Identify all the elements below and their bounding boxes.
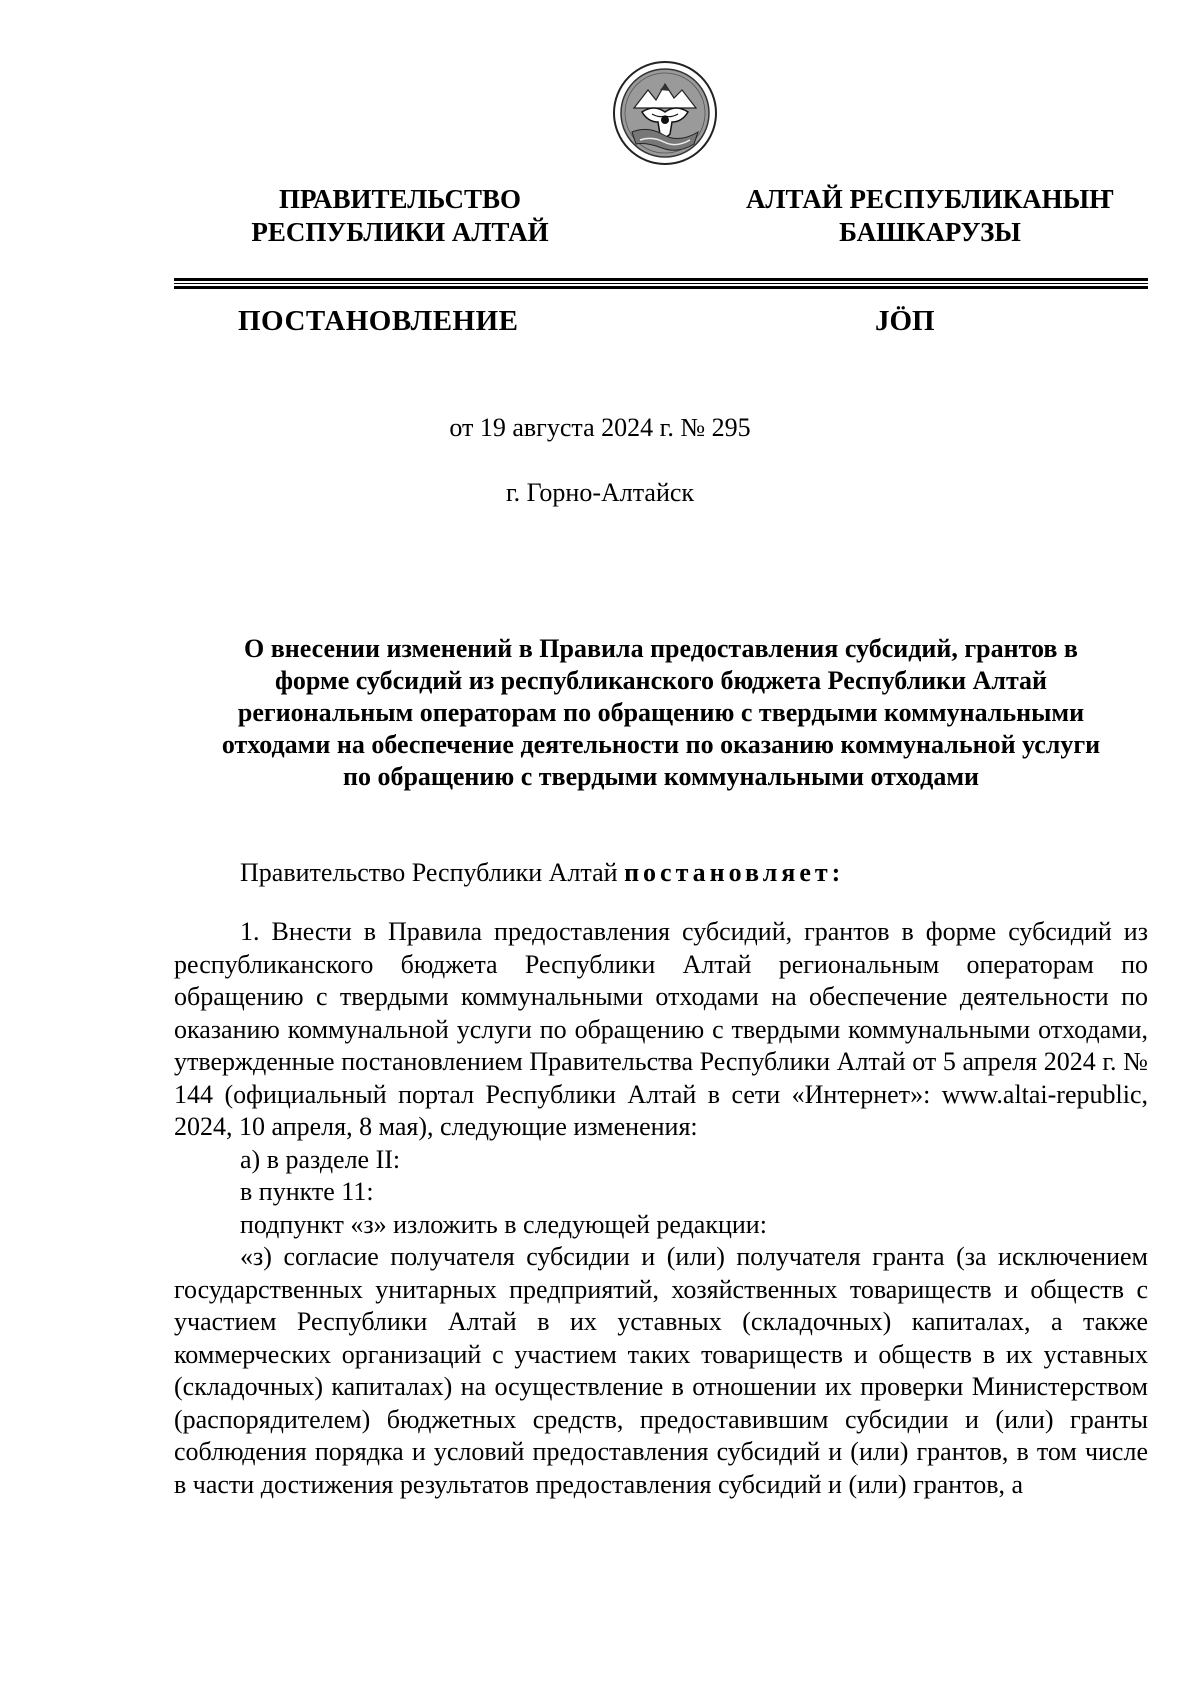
title-line: О внесении изменений в Правила предоставления субсидий, грантов в [244, 634, 1078, 663]
body-paragraph: 1. Внести в Правила предоставления субсидий, грантов в форме субсидий из республиканского бюджета Республики Алтай региональным операторам по обращению с твердыми коммунальными отходами на обеспечение деятельности по оказанию коммунальной услуги по обращению с твердыми коммунальными отходами, утвержденные постановлением Правительства Республики Алтай от 5 апреля 2024 г. № 144 (официальный портал Республики Алтай в сети «Интернет»: www.altai-republic, 2024, 10 апреля, 8 мая), следующие изменения: [174, 917, 1148, 1141]
header-right-line-2: БАШКАРУЗЫ [839, 217, 1021, 247]
document-title [174, 633, 1148, 793]
body-paragraph: «з) согласие получателя субсидии и (или) получателя гранта (за исключением государственных унитарных предприятий, хозяйственных товариществ и обществ с участием Республики Алтай в их уставных (складочных) капиталах, а также коммерческих организаций с участием таких товариществ и обществ в их уставных (складочных) капиталах) на осуществление в отношении их проверки Министерством (распорядителем) бюджетных средств, предоставившим субсидии и (или) гранты соблюдения порядка и условий предоставления субсидий и (или) грантов, в том числе в части достижения результатов предоставления субсидий и (или) грантов, а [174, 1242, 1148, 1499]
header-divider-top [174, 278, 1148, 281]
preamble-text: Правительство Республики Алтай [240, 858, 625, 887]
government-name-altai [680, 183, 1180, 249]
coat-of-arms-icon [612, 60, 718, 166]
title-line: по обращению с твердыми коммунальными отходами [342, 762, 980, 791]
title-line: форме субсидий из республиканского бюджета Республики Алтай [274, 666, 1048, 695]
header-divider-bottom [174, 286, 1148, 289]
header-left-line-2: РЕСПУБЛИКИ АЛТАЙ [251, 217, 549, 247]
header-left-line-1: ПРАВИТЕЛЬСТВО [278, 184, 522, 214]
title-line: отходами на обеспечение деятельности по оказанию коммунальной услуги [221, 730, 1101, 759]
body-paragraph: подпункт «з» изложить в следующей редакции: [240, 1209, 767, 1239]
body-paragraph: а) в разделе II: [240, 1144, 401, 1174]
body-paragraph: в пункте 11: [240, 1177, 374, 1206]
title-line: региональным операторам по обращению с твердыми коммунальными [237, 698, 1085, 727]
preamble [240, 858, 844, 888]
document-type-altai: JӦП [875, 305, 935, 337]
document-date-number: от 19 августа 2024 г. № 295 [449, 413, 751, 442]
header-right-line-1: АЛТАЙ РЕСПУБЛИКАНЫҤ [745, 184, 1115, 214]
preamble-decree-word: постановляет: [624, 858, 845, 887]
header-divider-middle [174, 283, 1148, 284]
document-type-russian: ПОСТАНОВЛЕНИЕ [238, 305, 519, 337]
document-city: г. Горно-Алтайск [505, 478, 695, 507]
document-body [174, 916, 1148, 1501]
government-name-russian [215, 183, 585, 249]
